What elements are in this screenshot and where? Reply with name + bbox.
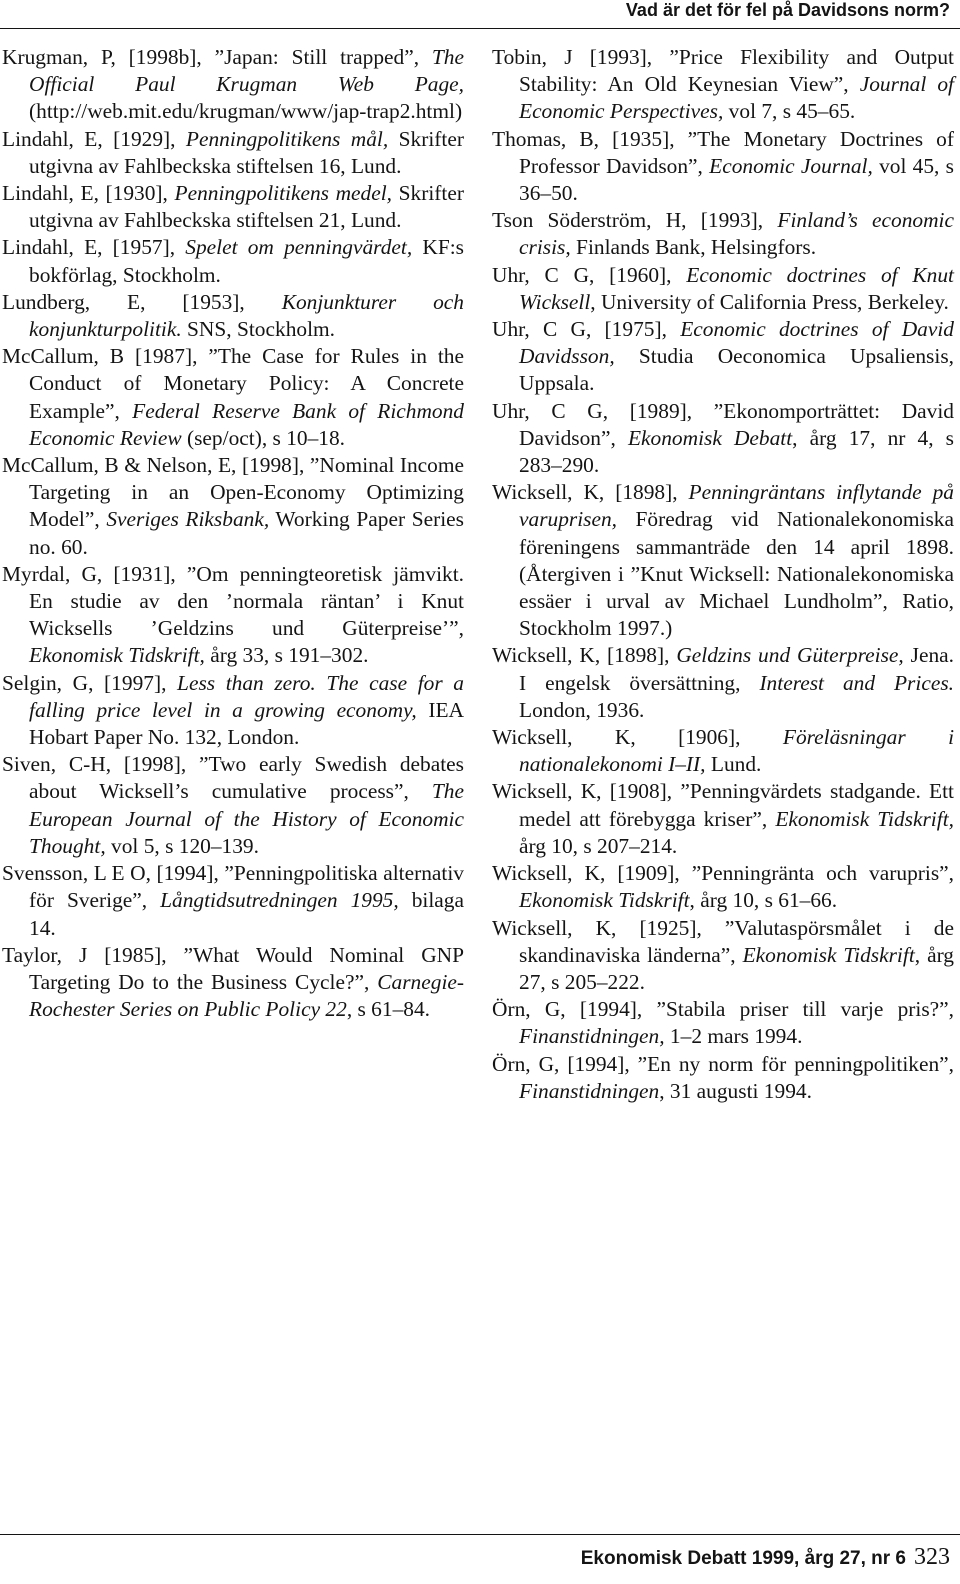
- reference-column-left: [2, 44, 464, 1023]
- reference-title: Federal Reserve Bank of Richmond Economic Review: [29, 398, 464, 450]
- reference-title: Penningpolitikens mål,: [185, 126, 389, 151]
- reference-entry: [492, 778, 954, 860]
- reference-text: Wicksell, K, [1925], ”Valutaspörsmålet i de skandinaviska länderna”,: [492, 915, 954, 967]
- reference-text: Selgin, G, [1997],: [2, 670, 178, 695]
- reference-title: Ekonomisk Tidskrift,: [29, 643, 205, 668]
- reference-entry: [492, 915, 954, 997]
- reference-text: vol 5, s 120–139.: [105, 833, 259, 858]
- reference-entry: [492, 44, 954, 126]
- reference-text: Lindahl, E, [1929],: [2, 126, 186, 151]
- reference-text: Myrdal, G, [1931], ”Om penningteoretisk jämvikt. En studie av den ’normala räntan’ i Knut Wicksells ’Geldzins und Güterpreise’”,: [2, 561, 464, 641]
- reference-title: Finanstidningen: [519, 1078, 660, 1103]
- reference-title: Economic doctrines of David Davidsson,: [519, 317, 954, 369]
- reference-text: Wicksell, K, [1898],: [492, 480, 689, 505]
- reference-text: vol 45, s 36–50.: [519, 153, 954, 206]
- page-footer: [581, 1544, 950, 1571]
- reference-text: Lindahl, E, [1957],: [2, 235, 186, 260]
- reference-title: Finanstidningen,: [519, 1024, 665, 1049]
- reference-title: Interest and Prices.: [759, 670, 954, 695]
- reference-text: Svensson, L E O, [1994], ”Penningpolitiska alternativ för Sverige”,: [2, 861, 464, 913]
- reference-text: Siven, C-H, [1998], ”Two early Swedish debates about Wicksell’s cumulative process”,: [2, 752, 464, 804]
- reference-text: , 31 augusti 1994.: [659, 1078, 812, 1103]
- reference-text: årg 10, s 207–214.: [519, 833, 678, 858]
- reference-title: The European Journal of the History of Economic Thought,: [29, 779, 464, 858]
- reference-text: , årg 10, s 61–66.: [689, 888, 838, 913]
- reference-entry: [492, 1051, 954, 1105]
- reference-text: Tobin, J [1993], ”Price Flexibility and Output Stability: An Old Keynesian View”,: [492, 45, 954, 97]
- reference-text: Skrifter utgivna av Fahlbeckska stiftelsen 21, Lund.: [29, 181, 464, 233]
- reference-text: Krugman, P, [1998b], ”Japan: Still trapped”,: [2, 45, 432, 69]
- reference-entry: [492, 642, 954, 724]
- reference-entry: [2, 289, 464, 343]
- reference-text: (http://web.mit.edu/krugman/www/jap-trap2.html): [29, 99, 463, 124]
- footer-divider: [0, 1534, 960, 1535]
- reference-text: Jena. I engelsk översättning,: [519, 643, 954, 695]
- reference-column-right: [492, 44, 954, 1105]
- reference-entry: [2, 44, 464, 126]
- reference-text: , årg 17, nr 4, s 283–290.: [519, 425, 955, 478]
- reference-title: Konjunkturer och konjunkturpolitik.: [29, 289, 464, 342]
- reference-text: årg 33, s 191–302.: [204, 643, 369, 668]
- reference-entry: [2, 670, 464, 752]
- reference-text: Taylor, J [1985], ”What Would Nominal GNP Targeting Do to the Business Cycle?”,: [2, 942, 464, 994]
- reference-text: Finlands Bank, Helsingfors.: [570, 235, 817, 260]
- reference-entry: [2, 751, 464, 860]
- reference-entry: [2, 860, 464, 942]
- reference-entry: [2, 343, 464, 452]
- reference-entry: [492, 207, 954, 261]
- reference-entry: [2, 942, 464, 1024]
- reference-text: Örn, G, [1994], ”Stabila priser till varje pris?”,: [492, 997, 954, 1022]
- reference-entry: [492, 479, 954, 642]
- reference-text: (sep/oct), s 10–18.: [181, 425, 346, 450]
- reference-text: KF:s bokförlag, Stockholm.: [29, 235, 464, 287]
- reference-text: Wicksell, K, [1908], ”Penningvärdets stadgande. Ett medel att förebygga kriser”,: [492, 779, 954, 831]
- reference-text: McCallum, B [1987], ”The Case for Rules in the Conduct of Monetary Policy: A Concrete Example”,: [2, 344, 464, 423]
- reference-title: Ekonomisk Debatt: [627, 425, 793, 450]
- reference-entry: [492, 398, 954, 480]
- reference-title: Finland’s economic crisis,: [519, 208, 954, 260]
- reference-text: Skrifter utgivna av Fahlbeckska stiftelsen 16, Lund.: [29, 126, 464, 178]
- reference-text: Wicksell, K, [1898],: [492, 643, 677, 668]
- reference-entry: [492, 860, 954, 914]
- reference-title: Penningpolitikens medel,: [174, 181, 393, 206]
- reference-entry: [2, 180, 464, 234]
- reference-text: Tson Söderström, H, [1993],: [492, 208, 778, 233]
- reference-entry: [2, 126, 464, 180]
- reference-title: Economic doctrines of Knut Wicksell: [519, 262, 954, 314]
- reference-title: Sveriges Riksbank,: [106, 507, 270, 532]
- reference-text: Uhr, C G, [1989], ”Ekonomporträttet: David Davidson”,: [492, 398, 954, 450]
- reference-text: , årg 27, s 205–222.: [519, 942, 955, 994]
- reference-text: Working Paper Series no. 60.: [29, 507, 464, 559]
- reference-title: Economic Journal,: [709, 153, 873, 178]
- reference-text: Studia Oeconomica Upsaliensis, Uppsala.: [519, 344, 954, 396]
- reference-entry: [2, 234, 464, 288]
- header-divider: [0, 28, 960, 29]
- running-header-title: Vad är det för fel på Davidsons norm?: [625, 0, 950, 20]
- reference-text: vol 7, s 45–65.: [723, 99, 856, 124]
- reference-title: Penningräntans inflytande på varuprisen,: [519, 480, 954, 532]
- page-number: 323: [914, 1544, 950, 1570]
- reference-text: IEA Hobart Paper No. 132, London.: [29, 697, 464, 750]
- reference-text: McCallum, B & Nelson, E, [1998], ”Nominal Income Targeting in an Open-Economy Optimizing Model”,: [2, 453, 464, 532]
- reference-text: London, 1936.: [519, 697, 645, 722]
- reference-text: Uhr, C G, [1960],: [492, 262, 687, 287]
- reference-text: , s 61–84.: [346, 997, 431, 1022]
- reference-text: Föredrag vid Nationalekonomiska föreningens sammanträde den 14 april 1898. (Återgiven i ”Knut Wicksell: Nationalekonomiska essäer i urval av Michael Lundholm”, Ratio, Stockholm 1997.): [519, 507, 954, 641]
- reference-text: Wicksell, K, [1909], ”Penningränta och varupris”,: [492, 861, 954, 886]
- reference-title: The Official Paul Krugman Web Page,: [29, 45, 464, 97]
- reference-text: Uhr, C G, [1975],: [492, 317, 681, 342]
- reference-entry: [492, 724, 954, 778]
- reference-text: Thomas, B, [1935], ”The Monetary Doctrines of Professor Davidson”,: [492, 126, 954, 178]
- reference-text: Wicksell, K, [1906],: [492, 725, 783, 750]
- reference-text: Örn, G, [1994], ”En ny norm för penningpolitiken”,: [492, 1051, 954, 1076]
- reference-text: Lundberg, E, [1953],: [2, 289, 282, 314]
- reference-title: Ekonomisk Tidskrift: [742, 942, 915, 967]
- reference-text: Lund.: [705, 752, 762, 777]
- reference-entry: [492, 126, 954, 208]
- reference-title: Ekonomisk Tidskrift: [519, 888, 690, 913]
- reference-text: 1–2 mars 1994.: [664, 1024, 803, 1049]
- reference-entry: [492, 262, 954, 316]
- reference-title: Föreläsningar i nationalekonomi I–II,: [519, 725, 955, 777]
- reference-text: bilaga 14.: [29, 888, 464, 940]
- reference-entry: [2, 561, 464, 670]
- reference-title: Less than zero. The case for a falling price level in a growing economy,: [29, 670, 464, 722]
- reference-title: Spelet om penningvärdet,: [185, 235, 413, 260]
- reference-text: SNS, Stockholm.: [181, 317, 336, 342]
- reference-entry: [492, 996, 954, 1050]
- reference-title: Geldzins und Güterpreise,: [676, 643, 904, 668]
- reference-entry: [2, 452, 464, 561]
- reference-title: Långtidsutredningen 1995,: [160, 888, 399, 913]
- footer-journal-citation: Ekonomisk Debatt 1999, årg 27, nr 6: [580, 1548, 906, 1569]
- reference-text: Lindahl, E, [1930],: [2, 181, 175, 206]
- reference-text: , University of California Press, Berkeley.: [590, 289, 949, 314]
- reference-title: Journal of Economic Perspectives,: [519, 72, 955, 124]
- reference-title: Ekonomisk Tidskrift,: [775, 806, 954, 831]
- reference-title: Carnegie-Rochester Series on Public Policy 22: [29, 969, 464, 1022]
- reference-entry: [492, 316, 954, 398]
